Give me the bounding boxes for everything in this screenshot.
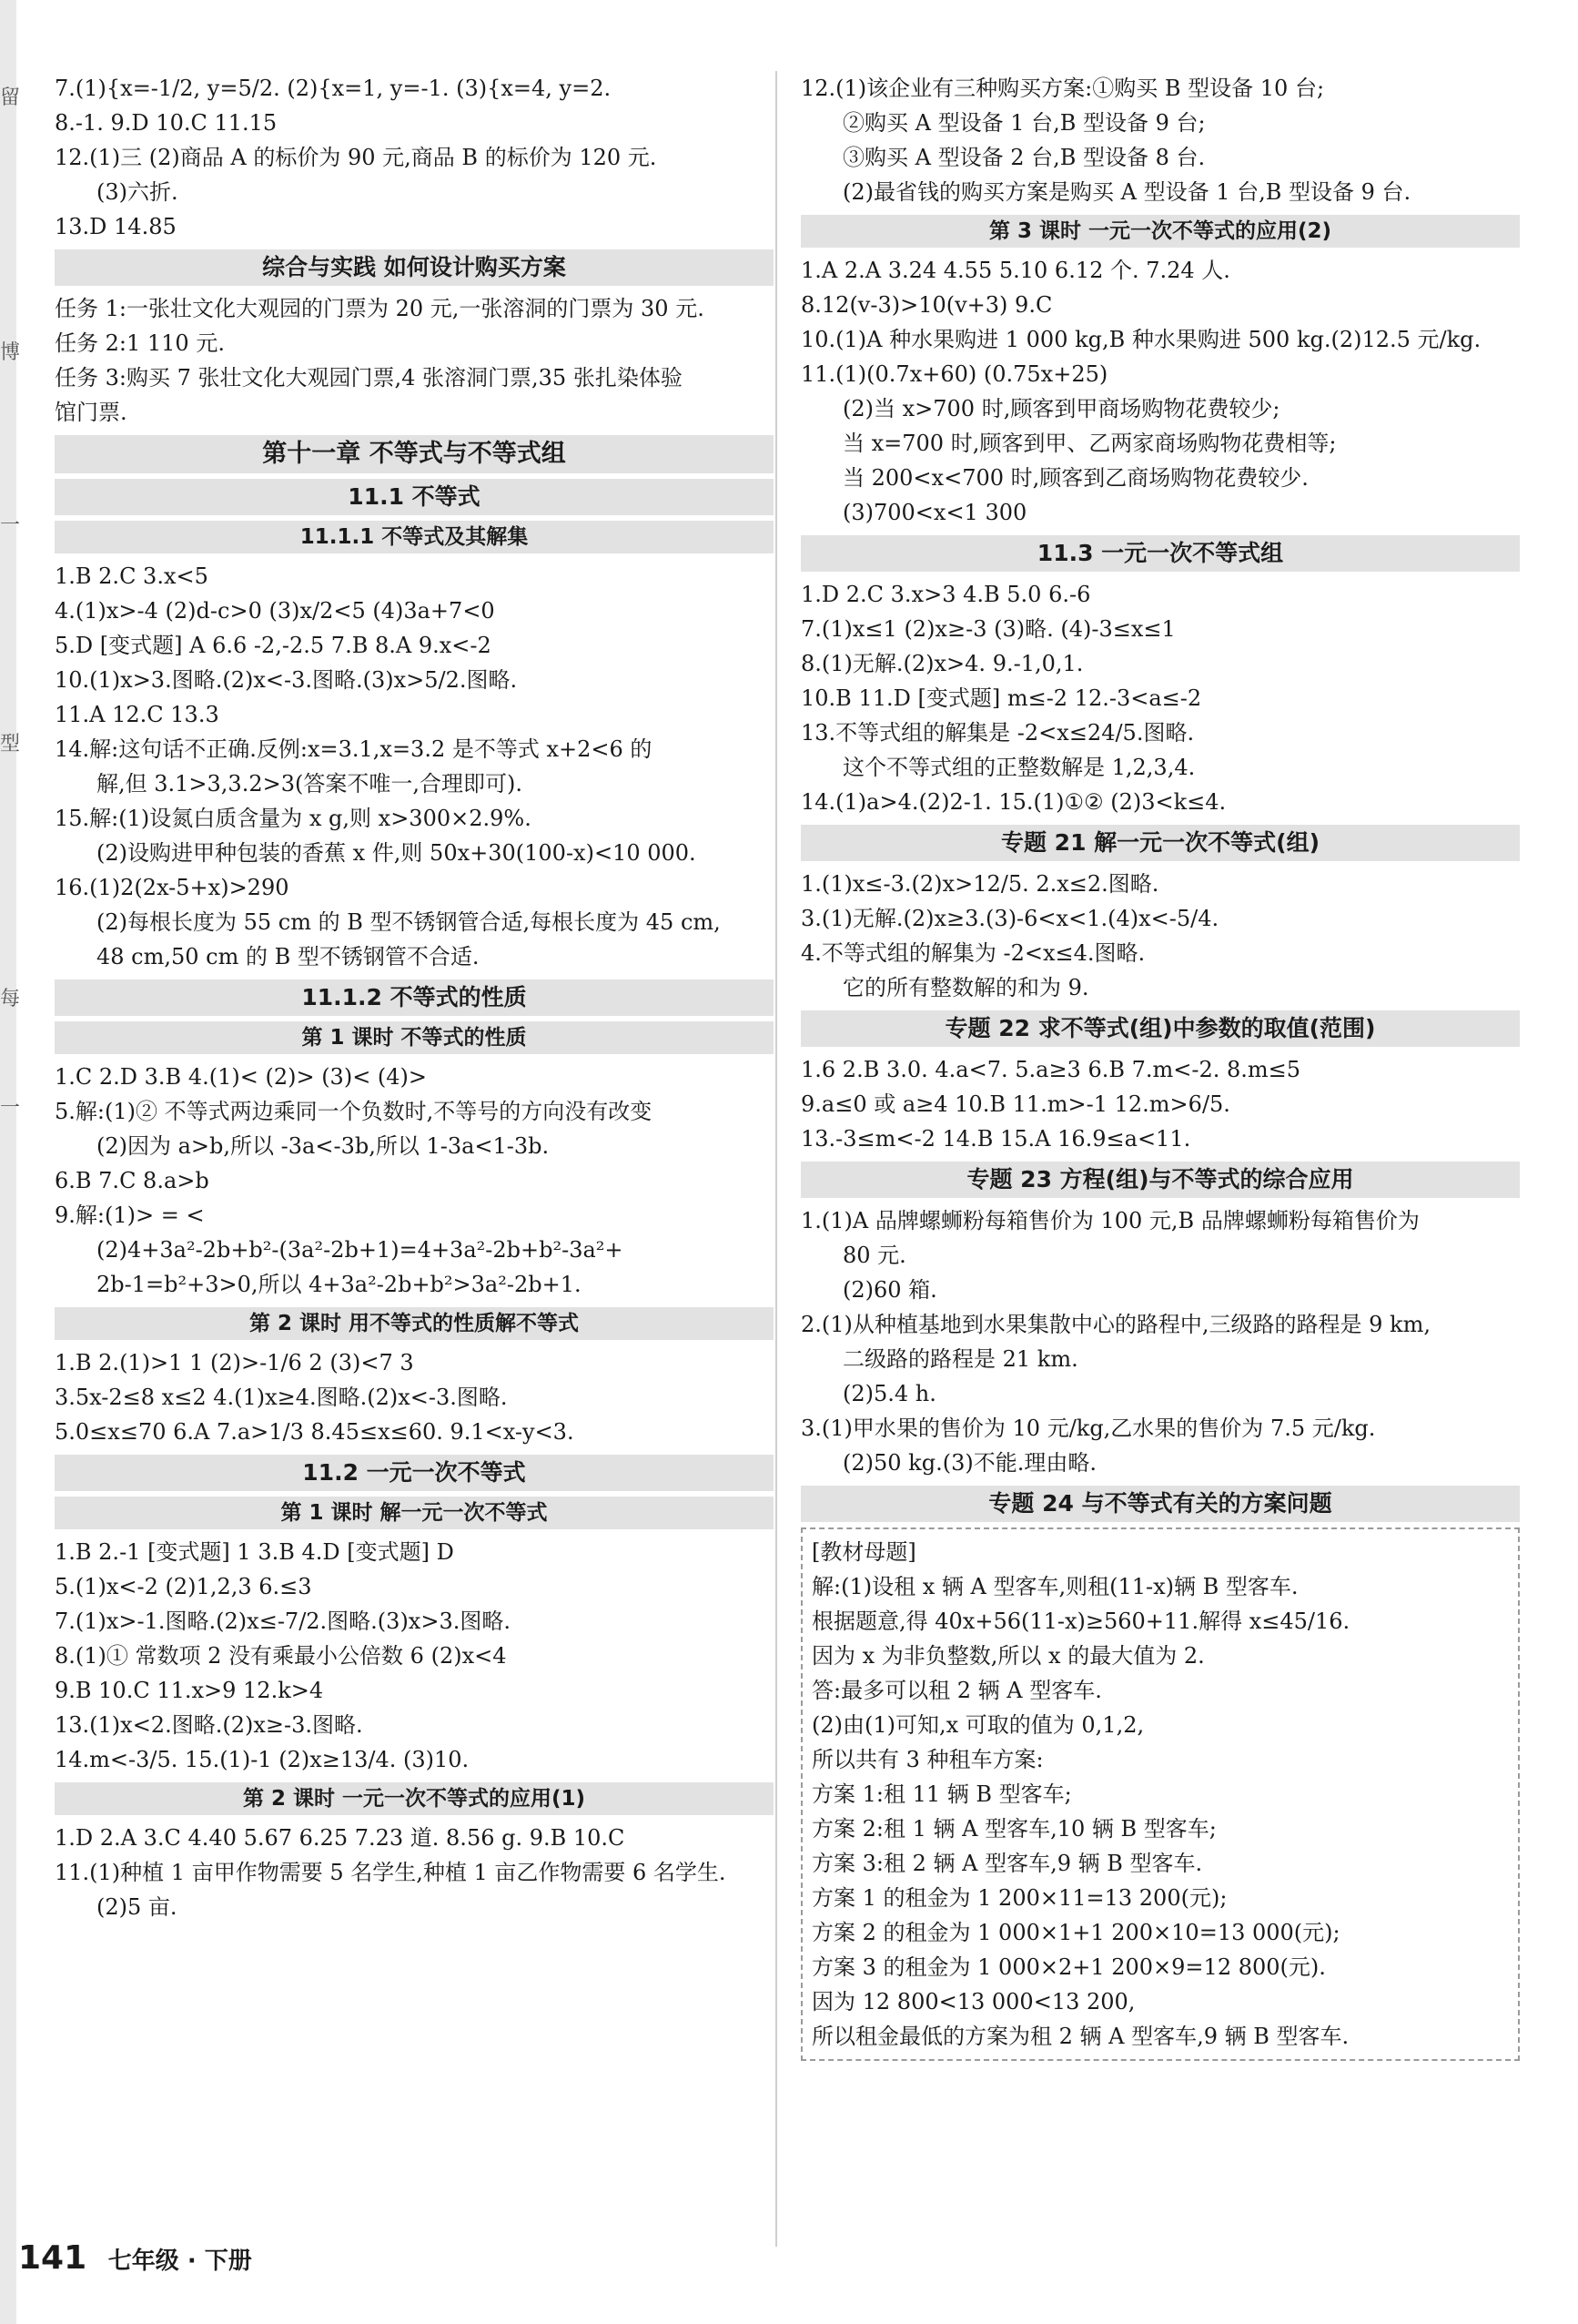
answer-line: 4.(1)x>-4 (2)d-c>0 (3)x/2<5 (4)3a+7<0: [55, 598, 495, 624]
margin-fragment: 一: [0, 1097, 21, 1120]
answer-line: 13.D 14.85: [55, 214, 177, 239]
answer-line: 1.D 2.C 3.x>3 4.B 5.0 6.-6: [801, 582, 1091, 607]
answer-line: 1.(1)A 品牌螺蛳粉每箱售价为 100 元,B 品牌螺蛳粉每箱售价为: [801, 1208, 1420, 1233]
answer-line: 11.(1)(0.7x+60) (0.75x+25): [801, 361, 1108, 387]
solution-line: (2)由(1)可知,x 可取的值为 0,1,2,: [812, 1712, 1145, 1738]
answer-line: 9.B 10.C 11.x>9 12.k>4: [55, 1678, 324, 1703]
solution-line: 根据题意,得 40x+56(11-x)≥560+11.解得 x≤45/16.: [812, 1609, 1350, 1634]
answer-line: 5.(1)x<-2 (2)1,2,3 6.≤3: [55, 1574, 312, 1599]
answer-line: 8.12(v-3)>10(v+3) 9.C: [801, 292, 1053, 318]
answer-line: 7.(1)x≤1 (2)x≥-3 (3)略. (4)-3≤x≤1: [801, 616, 1176, 642]
solution-line: 因为 12 800<13 000<13 200,: [812, 1989, 1136, 2014]
answer-line: 14.(1)a>4.(2)2-1. 15.(1)①② (2)3<k≤4.: [801, 789, 1227, 815]
section-heading: 专题 23 方程(组)与不等式的综合应用: [801, 1162, 1520, 1198]
section-heading: 11.1 不等式: [55, 479, 774, 515]
answer-line: 13.(1)x<2.图略.(2)x≥-3.图略.: [55, 1712, 363, 1738]
answer-line: 8.(1)① 常数项 2 没有乘最小公倍数 6 (2)x<4: [55, 1643, 507, 1669]
textbook-source-problem-box: [801, 1527, 1520, 2061]
answer-line: 8.-1. 9.D 10.C 11.15: [55, 110, 278, 136]
answer-line: 5.0≤x≤70 6.A 7.a>1/3 8.45≤x≤60. 9.1<x-y<3.: [55, 1419, 574, 1445]
answer-line: (2)最省钱的购买方案是购买 A 型设备 1 台,B 型设备 9 台.: [843, 179, 1411, 205]
answer-line: 当 200<x<700 时,顾客到乙商场购物花费较少.: [843, 465, 1309, 491]
margin-fragment: 博: [0, 341, 21, 364]
answer-line: 10.B 11.D [变式题] m≤-2 12.-3<a≤-2: [801, 685, 1202, 711]
answer-line: 1.B 2.C 3.x<5: [55, 563, 208, 589]
margin-fragment: 型: [0, 733, 21, 756]
answer-line: 12.(1)三 (2)商品 A 的标价为 90 元,商品 B 的标价为 120 元.: [55, 145, 657, 170]
section-heading: 第 2 课时 用不等式的性质解不等式: [55, 1307, 774, 1340]
answer-line: (2)4+3a²-2b+b²-(3a²-2b+1)=4+3a²-2b+b²-3a²+: [96, 1237, 623, 1263]
answer-line: 10.(1)A 种水果购进 1 000 kg,B 种水果购进 500 kg.(2)12.5 元/kg.: [801, 327, 1482, 352]
answer-line: 6.B 7.C 8.a>b: [55, 1168, 209, 1193]
answer-line: 5.解:(1)② 不等式两边乘同一个负数时,不等号的方向没有改变: [55, 1099, 652, 1124]
answer-line: 1.D 2.A 3.C 4.40 5.67 6.25 7.23 道. 8.56 g. 9.B 10.C: [55, 1825, 625, 1851]
margin-fragment: 每: [0, 988, 21, 1010]
section-heading: 11.2 一元一次不等式: [55, 1455, 774, 1491]
column-divider: [775, 71, 777, 2247]
solution-line: 所以租金最低的方案为租 2 辆 A 型客车,9 辆 B 型客车.: [812, 2024, 1350, 2049]
answer-line: (2)每根长度为 55 cm 的 B 型不锈钢管合适,每根长度为 45 cm,: [96, 909, 721, 935]
answer-line: (2)5.4 h.: [843, 1381, 936, 1406]
answer-line: 3.5x-2≤8 x≤2 4.(1)x≥4.图略.(2)x<-3.图略.: [55, 1385, 508, 1410]
answer-line: (3)六折.: [96, 179, 178, 205]
solution-line: 方案 2:租 1 辆 A 型客车,10 辆 B 型客车;: [812, 1816, 1217, 1842]
answer-line: 11.(1)种植 1 亩甲作物需要 5 名学生,种植 1 亩乙作物需要 6 名学生.: [55, 1860, 726, 1885]
section-heading: 第 1 课时 解一元一次不等式: [55, 1497, 774, 1529]
answer-line: 12.(1)该企业有三种购买方案:①购买 B 型设备 10 台;: [801, 76, 1325, 101]
section-heading: 11.1.1 不等式及其解集: [55, 521, 774, 553]
section-heading: 第 2 课时 一元一次不等式的应用(1): [55, 1782, 774, 1815]
section-heading: 11.1.2 不等式的性质: [55, 979, 774, 1016]
answer-line: 13.不等式组的解集是 -2<x≤24/5.图略.: [801, 720, 1195, 746]
section-heading: 11.3 一元一次不等式组: [801, 535, 1520, 572]
solution-line: 因为 x 为非负整数,所以 x 的最大值为 2.: [812, 1643, 1205, 1669]
book-label: 七年级 · 下册: [107, 2248, 252, 2275]
answer-line: 11.A 12.C 13.3: [55, 702, 219, 727]
answer-line: 8.(1)无解.(2)x>4. 9.-1,0,1.: [801, 651, 1084, 676]
answer-line: 80 元.: [843, 1243, 906, 1268]
answer-line: (2)设购进甲种包装的香蕉 x 件,则 50x+30(100-x)<10 000.: [96, 840, 696, 866]
right-column: [801, 71, 1520, 2061]
answer-line: 10.(1)x>3.图略.(2)x<-3.图略.(3)x>5/2.图略.: [55, 667, 518, 693]
answer-line: 48 cm,50 cm 的 B 型不锈钢管不合适.: [96, 944, 480, 969]
answer-line: 9.a≤0 或 a≥4 10.B 11.m>-1 12.m>6/5.: [801, 1091, 1230, 1117]
answer-line: 3.(1)甲水果的售价为 10 元/kg,乙水果的售价为 7.5 元/kg.: [801, 1416, 1376, 1441]
answer-line: 任务 1:一张壮文化大观园的门票为 20 元,一张溶洞的门票为 30 元.: [55, 296, 704, 321]
answer-line: 16.(1)2(2x-5+x)>290: [55, 875, 289, 900]
answer-line: 1.(1)x≤-3.(2)x>12/5. 2.x≤2.图略.: [801, 871, 1159, 897]
section-heading: 专题 21 解一元一次不等式(组): [801, 825, 1520, 861]
solution-line: 所以共有 3 种租车方案:: [812, 1747, 1044, 1772]
section-heading: 第 1 课时 不等式的性质: [55, 1021, 774, 1054]
margin-fragment: 留: [0, 86, 21, 109]
answer-line: 5.D [变式题] A 6.6 -2,-2.5 7.B 8.A 9.x<-2: [55, 633, 491, 658]
left-margin-strip: [0, 0, 21, 2324]
answer-line: 1.B 2.-1 [变式题] 1 3.B 4.D [变式题] D: [55, 1539, 454, 1565]
answer-line: 9.解:(1)> = <: [55, 1203, 205, 1228]
answer-line: 7.(1)x>-1.图略.(2)x≤-7/2.图略.(3)x>3.图略.: [55, 1609, 511, 1634]
answer-line: 任务 2:1 110 元.: [55, 330, 225, 356]
solution-line: 方案 3:租 2 辆 A 型客车,9 辆 B 型客车.: [812, 1851, 1203, 1876]
answer-line: 7.(1){x=-1/2, y=5/2. (2){x=1, y=-1. (3){x=4, y=2.: [55, 76, 612, 101]
section-heading: 专题 22 求不等式(组)中参数的取值(范围): [801, 1010, 1520, 1047]
answer-line: (2)60 箱.: [843, 1277, 937, 1303]
answer-line: 2.(1)从种植基地到水果集散中心的路程中,三级路的路程是 9 km,: [801, 1312, 1431, 1337]
answer-line: 1.B 2.(1)>1 1 (2)>-1/6 2 (3)<7 3: [55, 1350, 414, 1375]
left-column: [55, 71, 774, 1924]
answer-line: 二级路的路程是 21 km.: [843, 1346, 1078, 1372]
answer-line: (2)当 x>700 时,顾客到甲商场购物花费较少;: [843, 396, 1280, 421]
answer-line: 15.解:(1)设氮白质含量为 x g,则 x>300×2.9%.: [55, 806, 531, 831]
page-footer: [18, 2239, 252, 2277]
answer-line: 馆门票.: [55, 400, 127, 425]
solution-line: 方案 3 的租金为 1 000×2+1 200×9=12 800(元).: [812, 1954, 1326, 1980]
answer-line: 1.C 2.D 3.B 4.(1)< (2)> (3)< (4)>: [55, 1064, 428, 1090]
answer-line: 任务 3:购买 7 张壮文化大观园门票,4 张溶洞门票,35 张扎染体验: [55, 365, 683, 391]
solution-line: 方案 1:租 11 辆 B 型客车;: [812, 1781, 1072, 1807]
answer-line: 3.(1)无解.(2)x≥3.(3)-6<x<1.(4)x<-5/4.: [801, 906, 1219, 931]
answer-line: (2)50 kg.(3)不能.理由略.: [843, 1450, 1097, 1476]
answer-line: 14.m<-3/5. 15.(1)-1 (2)x≥13/4. (3)10.: [55, 1747, 470, 1772]
answer-line: 解,但 3.1>3,3.2>3(答案不唯一,合理即可).: [96, 771, 522, 797]
solution-line: 方案 2 的租金为 1 000×1+1 200×10=13 000(元);: [812, 1920, 1340, 1945]
answer-line: 2b-1=b²+3>0,所以 4+3a²-2b+b²>3a²-2b+1.: [96, 1272, 582, 1297]
section-heading: 综合与实践 如何设计购买方案: [55, 249, 774, 286]
answer-line: 4.不等式组的解集为 -2<x≤4.图略.: [801, 940, 1146, 966]
answer-line: (3)700<x<1 300: [843, 500, 1027, 525]
answer-line: (2)5 亩.: [96, 1894, 177, 1920]
answer-line: ③购买 A 型设备 2 台,B 型设备 8 台.: [843, 145, 1206, 170]
answer-line: 1.A 2.A 3.24 4.55 5.10 6.12 个. 7.24 人.: [801, 258, 1230, 283]
solution-line: 答:最多可以租 2 辆 A 型客车.: [812, 1678, 1102, 1703]
page-number: 141: [18, 2239, 87, 2277]
answer-line: 这个不等式组的正整数解是 1,2,3,4.: [843, 755, 1196, 780]
solution-line: 解:(1)设租 x 辆 A 型客车,则租(11-x)辆 B 型客车.: [812, 1574, 1299, 1599]
answer-line: 1.6 2.B 3.0. 4.a<7. 5.a≥3 6.B 7.m<-2. 8.m≤5: [801, 1057, 1301, 1082]
answer-line: 它的所有整数解的和为 9.: [843, 975, 1089, 1000]
margin-fragment: 一: [0, 514, 21, 537]
answer-line: 14.解:这句话不正确.反例:x=3.1,x=3.2 是不等式 x+2<6 的: [55, 736, 652, 762]
solution-line: 方案 1 的租金为 1 200×11=13 200(元);: [812, 1885, 1228, 1911]
section-heading: 第 3 课时 一元一次不等式的应用(2): [801, 215, 1520, 248]
answer-line: (2)因为 a>b,所以 -3a<-3b,所以 1-3a<1-3b.: [96, 1133, 550, 1159]
answer-line: ②购买 A 型设备 1 台,B 型设备 9 台;: [843, 110, 1206, 136]
section-heading: 第十一章 不等式与不等式组: [55, 435, 774, 473]
answer-line: 13.-3≤m<-2 14.B 15.A 16.9≤a<11.: [801, 1126, 1191, 1152]
answer-line: 当 x=700 时,顾客到甲、乙两家商场购物花费相等;: [843, 431, 1337, 456]
section-heading: 专题 24 与不等式有关的方案问题: [801, 1486, 1520, 1522]
solution-line: [教材母题]: [812, 1539, 916, 1565]
